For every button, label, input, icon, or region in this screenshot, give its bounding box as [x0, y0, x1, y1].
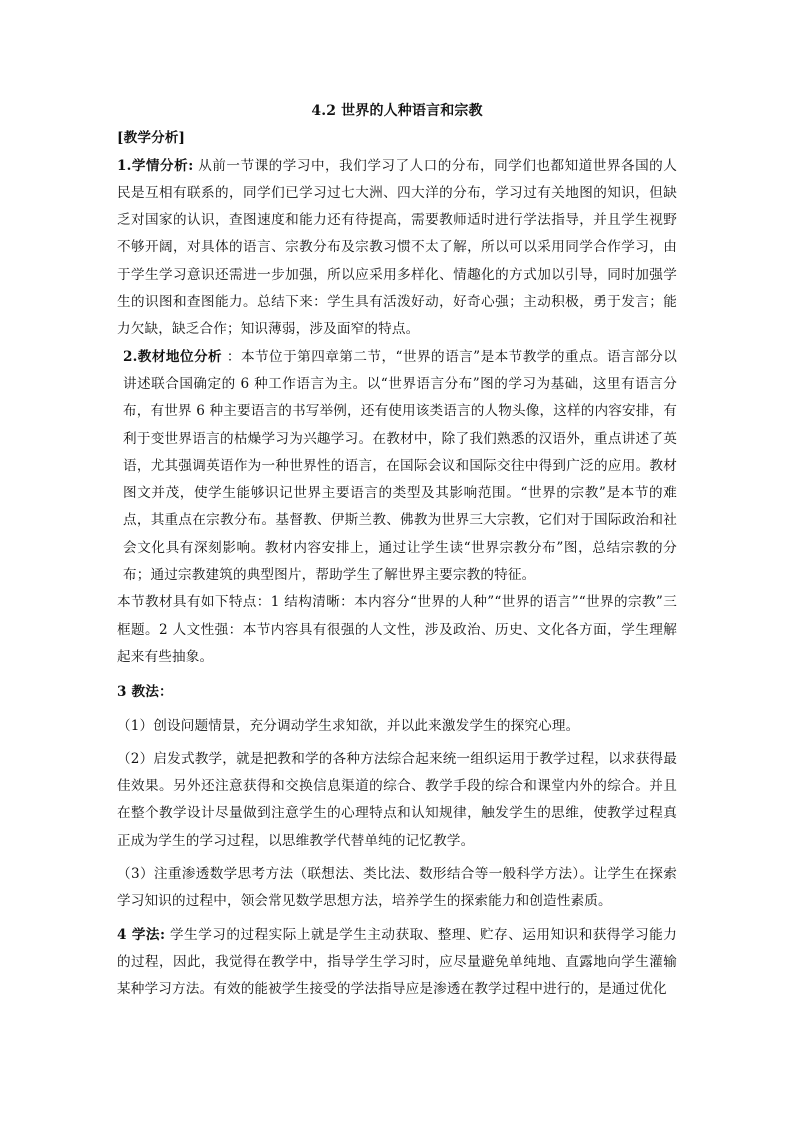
paragraph-label: 2.教材地位分析 [123, 348, 223, 365]
document-page [117, 98, 677, 1004]
paragraph-textbook-features: 本节教材具有如下特点：1 结构清晰：本内容分“世界的人种”“世界的语言”“世界的宗教”三框题。2 人文性强：本节内容具有很强的人文性，涉及政治、历史、文化各方面，学生理解起来有些抽象。 [117, 594, 677, 665]
paragraph-learning-method [117, 922, 677, 1004]
section-header: [教学分析] [117, 130, 186, 147]
paragraph-text: 学生学习的过程实际上就是学生主动获取、整理、贮存、运用知识和获得学习能力的过程，因此，我觉得在教学中，指导学生学习时，应尽量避免单纯地、直露地向学生灌输某种学习方法。有效的能被学生接受的学法指导应是渗透在教学过程中进行的，是通过优化 [117, 926, 677, 998]
paragraph-textbook-position [117, 344, 677, 590]
paragraph-label: 4 学法: [117, 926, 166, 943]
method-header: 3 教法： [117, 684, 173, 701]
method-item-2: （2）启发式教学，就是把教和学的各种方法综合起来统一组织运用于教学过程，以求获得最佳效果。另外还注意获得和交换信息渠道的综合、教学手段的综合和课堂内外的综合。并且在整个教学设计尽量做到注意学生的心理特点和认知规律，触发学生的思维，使教学过程真正成为学生的学习过程，以思维教学代替单纯的记忆教学。 [117, 750, 677, 849]
paragraph-text: ：本节位于第四章第二节，“世界的语言”是本节教学的重点。语言部分以讲述联合国确定的 6 种工作语言为主。以“世界语言分布”图的学习为基础，这里有语言分布，有世界 6 种主要语言的书写举例，还有使用该类语言的人物头像，这样的内容安排，有利于变世界语言的枯燥学习为兴趣学习。在教材中，除了我们熟悉的汉语外，重点讲述了英语，尤其强调英语作为一种世界性的语言，在国际会议和国际交往中得到广泛的应用。教材图文并茂，使学生能够识记世界主要语言的类型及其影响范围。“世界的宗教”是本节的难点，其重点在宗教分布。基督教、伊斯兰教、佛教为世界三大宗教，它们对于国际政治和社会文化具有深刻影响。教材内容安排上，通过让学生读“世界宗教分布”图，总结宗教的分布；通过宗教建筑的典型图片，帮助学生了解世界主要宗教的特征。 [123, 348, 677, 584]
method-item-3: （3）注重渗透数学思考方法（联想法、类比法、数形结合等一般科学方法）。让学生在探索学习知识的过程中，领会常见数学思想方法，培养学生的探索能力和创造性素质。 [117, 866, 677, 910]
paragraph-text: 从前一节课的学习中，我们学习了人口的分布，同学们也都知道世界各国的人民是互相有联系的，同学们已学习过七大洲、四大洋的分布，学习过有关地图的知识，但缺乏对国家的认识，查图速度和能力还有待提高，需要教师适时进行学法指导，并且学生视野不够开阔，对具体的语言、宗教分布及宗教习惯不太了解，所以可以采用同学合作学习，由于学生学习意识还需进一步加强，所以应采用多样化、情趣化的方式加以引导，同时加强学生的识图和查图能力。总结下来：学生具有活泼好动，好奇心强；主动积极，勇于发言；能力欠缺，缺乏合作；知识薄弱，涉及面窄的特点。 [117, 157, 677, 338]
document-title: 4.2 世界的人种语言和宗教 [311, 103, 483, 119]
paragraph-label: 1.学情分析: [117, 157, 194, 174]
paragraph-learning-analysis [117, 153, 677, 344]
method-item-1: （1）创设问题情景，充分调动学生求知欲，并以此来激发学生的探究心理。 [117, 717, 580, 734]
